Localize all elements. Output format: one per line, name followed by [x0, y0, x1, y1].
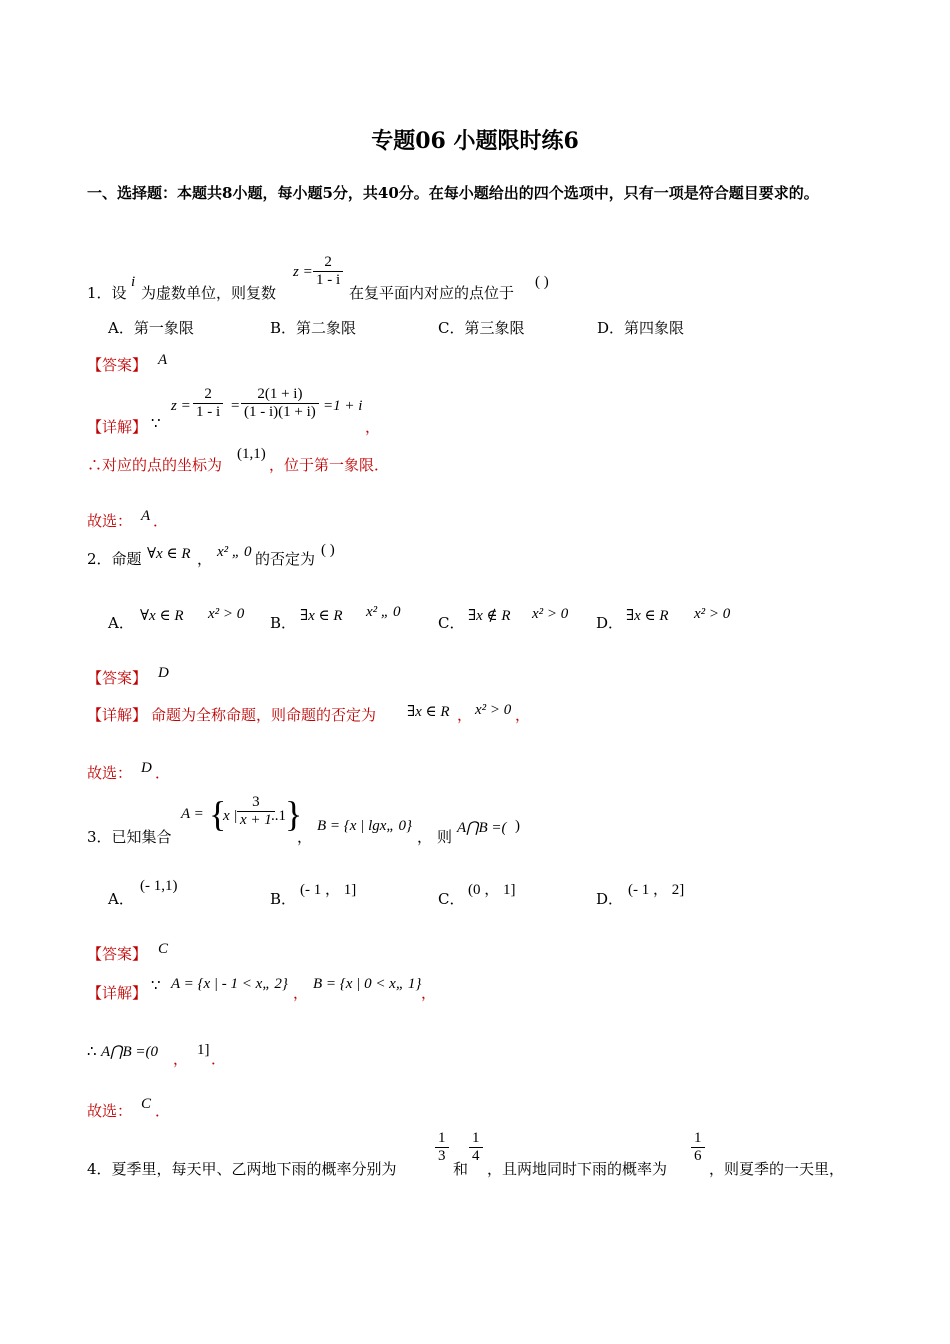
- q3-option-c-value: (0 ， 1]: [468, 882, 516, 898]
- q1-detail-label: 【详解】: [87, 418, 148, 436]
- q2-answer-label: 【答案】: [87, 669, 148, 687]
- q3-option-a-value: (- 1,1): [140, 878, 178, 894]
- q1-eq-right: =1 + i: [323, 398, 363, 414]
- q3-because: ∵: [151, 978, 161, 994]
- q1-eq-mid: =: [231, 398, 240, 414]
- q1-i: i: [131, 274, 136, 290]
- q3-b-def: B = {x | lgx„ 0}: [317, 818, 412, 834]
- q1-detail-frac-2-den: (1 - i)(1 + i): [244, 404, 316, 420]
- q1-answer-label: 【答案】: [87, 356, 148, 374]
- q2-option-c-letter: C．: [438, 614, 465, 632]
- q3-result-a: A⋂B =(0: [101, 1044, 158, 1060]
- q3-paren: ): [515, 818, 520, 834]
- q3-therefore: [87, 1040, 387, 1068]
- q3-detail: [87, 974, 587, 1002]
- q2-forall: ∀x ∈ R: [147, 546, 191, 562]
- q4-fraction-3: [691, 1130, 705, 1165]
- q1-stem-c: 在复平面内对应的点位于: [349, 284, 515, 302]
- q2-option-c-part2: x² > 0: [532, 606, 569, 622]
- q1-option-d: D．第四象限: [597, 319, 685, 337]
- q4-stem-c: ，则夏季的一天里，: [709, 1160, 845, 1178]
- q2-select-label: 故选：: [87, 764, 133, 782]
- q1-fraction-num: 2: [313, 254, 343, 272]
- q3-result-comma: ，: [173, 1050, 189, 1068]
- q3-answer: C: [158, 941, 169, 957]
- question-4-stem: [87, 1130, 887, 1180]
- q3-left-brace: {: [209, 794, 227, 834]
- q1-paren: ( ): [535, 274, 549, 290]
- q3-result-end: ．: [211, 1050, 227, 1068]
- q2-detail-b: x² > 0: [475, 702, 512, 718]
- q3-detail-a: A = {x | - 1 < x„ 2}: [171, 976, 288, 992]
- q1-option-b: B．第二象限: [270, 319, 357, 337]
- q2-detail-a: ∃x ∈ R: [407, 704, 450, 720]
- q2-option-d-part1: ∃x ∈ R: [626, 608, 669, 624]
- q2-stem-b: 的否定为: [255, 550, 316, 568]
- q1-therefore: [87, 446, 487, 476]
- q1-select: [87, 508, 287, 532]
- q1-detail: [87, 384, 487, 434]
- q3-option-b-value: (- 1 ， 1]: [300, 882, 357, 898]
- q3-select: [87, 1096, 287, 1120]
- q1-detail-frac-1-den: 1 - i: [196, 404, 221, 420]
- q4-fraction-3-den: 6: [694, 1148, 702, 1164]
- q1-point: (1,1): [237, 446, 266, 462]
- q3-a-left: A =: [181, 806, 204, 822]
- q3-select-period: ．: [155, 1102, 171, 1120]
- q3-select-value: C: [141, 1096, 152, 1112]
- q1-detail-frac-1: [193, 386, 223, 421]
- q1-therefore-a: ∴对应的点的坐标为: [87, 456, 223, 474]
- q1-detail-comma: ，: [365, 418, 381, 436]
- q3-option-d-letter: D．: [596, 890, 624, 908]
- q3-fraction-num: 3: [237, 794, 275, 812]
- q2-options: [108, 604, 908, 634]
- q2-option-a-letter: A．: [108, 614, 134, 632]
- q3-detail-b: B = {x | 0 < x„ 1}: [313, 976, 422, 992]
- q1-stem-a: 1．设: [87, 284, 127, 302]
- q2-comma1: ，: [197, 550, 213, 568]
- q4-fraction-2-num: 1: [469, 1130, 483, 1148]
- q2-select-value: D: [141, 760, 152, 776]
- q3-fraction-den: x + 1: [240, 812, 272, 828]
- q3-set-x: x |: [223, 808, 238, 824]
- q3-detail-label: 【详解】: [87, 984, 148, 1002]
- q4-stem-a: 4．夏季里，每天甲、乙两地下雨的概率分别为: [87, 1160, 397, 1178]
- q2-option-b-part1: ∃x ∈ R: [300, 608, 343, 624]
- q2-option-d-letter: D．: [596, 614, 624, 632]
- q1-option-c: C．第三象限: [438, 319, 525, 337]
- q1-detail-frac-1-num: 2: [193, 386, 223, 404]
- q2-stem-a: 2．命题: [87, 550, 142, 568]
- q1-stem-b: 为虚数单位，则复数: [141, 284, 277, 302]
- section-header: 一、选择题：本题共8小题，每小题5分，共40分。在每小题给出的四个选项中，只有一项是符合题目要求的。: [87, 184, 819, 202]
- q2-select-period: ．: [155, 764, 171, 782]
- q2-option-d-part2: x² > 0: [694, 606, 731, 622]
- question-3-stem: [87, 790, 607, 846]
- q4-fraction-2-den: 4: [472, 1148, 480, 1164]
- q2-detail-label: 【详解】: [87, 706, 148, 724]
- q2-option-b-part2: x² „ 0: [366, 604, 401, 620]
- q3-detail-comma: ，: [293, 984, 309, 1002]
- q3-options: [108, 878, 908, 908]
- q4-fraction-2: [469, 1130, 483, 1165]
- page-title: 专题06 小题限时练6: [371, 128, 579, 154]
- q3-option-a-letter: A．: [108, 890, 134, 908]
- q3-right-brace: }: [285, 794, 303, 834]
- q1-select-label: 故选：: [87, 512, 133, 530]
- q3-fraction: [237, 794, 275, 829]
- q3-stem-a: 3．已知集合: [87, 828, 172, 846]
- q3-option-c-letter: C．: [438, 890, 465, 908]
- q1-option-a: A．第一象限: [108, 319, 194, 337]
- q2-option-a-part1: ∀x ∈ R: [140, 608, 184, 624]
- q2-detail-end: ，: [515, 706, 531, 724]
- q3-select-label: 故选：: [87, 1102, 133, 1120]
- q2-detail-comma: ，: [457, 706, 473, 724]
- q3-option-b-letter: B．: [270, 890, 297, 908]
- q1-z-eq: z =: [293, 264, 313, 280]
- q3-therefore-sym: ∴: [87, 1044, 97, 1060]
- q3-comma2: ，: [417, 828, 433, 846]
- q3-option-d-value: (- 1 ， 2]: [628, 882, 685, 898]
- q4-stem-b: ，且两地同时下雨的概率为: [487, 1160, 668, 1178]
- q1-therefore-b: ，位于第一象限．: [269, 456, 390, 474]
- question-2-stem: [87, 540, 487, 570]
- q1-fraction: [313, 254, 343, 289]
- q2-option-a-part2: x² > 0: [208, 606, 245, 622]
- q3-detail-end: ，: [421, 984, 437, 1002]
- q2-detail: [87, 700, 587, 726]
- q2-answer: D: [158, 665, 169, 681]
- q1-answer: A: [158, 352, 168, 368]
- q1-select-period: ．: [153, 512, 169, 530]
- q1-because: ∵: [151, 416, 161, 432]
- q4-fraction-3-num: 1: [691, 1130, 705, 1148]
- q2-option-b-letter: B．: [270, 614, 297, 632]
- q4-fraction-1-num: 1: [435, 1130, 449, 1148]
- q1-eq-left: z =: [171, 398, 191, 414]
- q3-answer-label: 【答案】: [87, 945, 148, 963]
- q3-a-cap-b: A⋂B =(: [457, 820, 507, 836]
- q2-detail-text: 命题为全称命题，则命题的否定为: [151, 706, 377, 724]
- q3-stem-b: 则: [437, 828, 453, 846]
- q3-result-b: 1]: [197, 1042, 210, 1058]
- q2-expr: x² „ 0: [217, 544, 252, 560]
- q3-comma1: ，: [297, 828, 313, 846]
- q2-option-c-part1: ∃x ∉ R: [468, 608, 511, 624]
- q2-select: [87, 760, 287, 784]
- q1-select-value: A: [141, 508, 151, 524]
- q1-fraction-den: 1 - i: [316, 272, 341, 288]
- q1-detail-frac-2-num: 2(1 + i): [241, 386, 319, 404]
- q4-fraction-1: [435, 1130, 449, 1165]
- q4-and: 和: [453, 1160, 469, 1178]
- q3-set-rel: ..1: [271, 808, 286, 824]
- q1-detail-frac-2: [241, 386, 319, 421]
- q4-fraction-1-den: 3: [438, 1148, 446, 1164]
- q2-paren: ( ): [321, 542, 335, 558]
